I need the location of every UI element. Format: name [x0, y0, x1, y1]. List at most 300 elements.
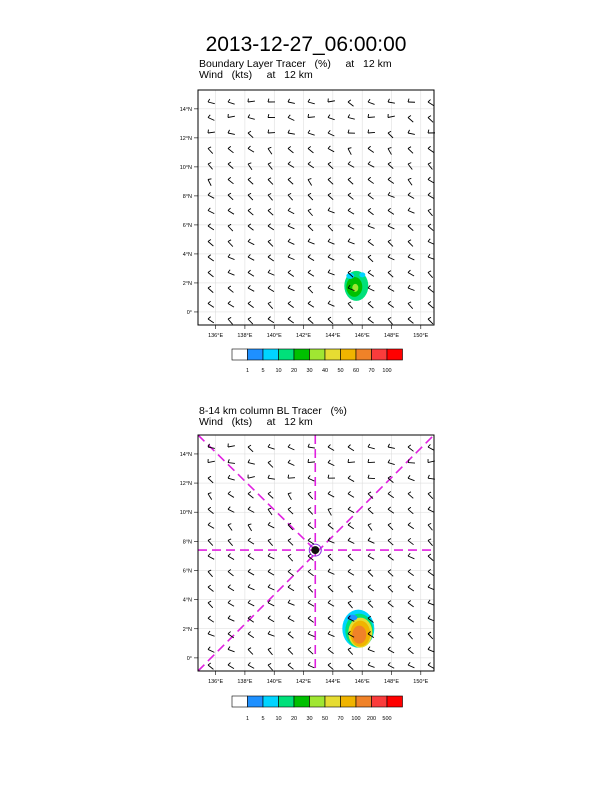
wind-barb-shaft	[428, 180, 434, 184]
wind-barb-flag	[408, 601, 411, 603]
wind-barb-flag	[208, 539, 211, 541]
wind-barb-flag	[268, 286, 271, 288]
wind-barb-shaft	[348, 572, 354, 576]
wind-barb-flag	[428, 302, 431, 304]
wind-barb-shaft	[368, 319, 374, 323]
wind-barb-flag	[308, 317, 311, 319]
wind-barb-flag	[368, 475, 369, 478]
wind-barb	[388, 539, 393, 546]
wind-barb	[368, 301, 373, 308]
wind-barb-shaft	[248, 463, 255, 465]
wind-barb-flag	[208, 301, 211, 303]
wind-barb-flag	[408, 116, 411, 118]
wind-barb-shaft	[308, 133, 315, 135]
wind-barb-flag	[228, 663, 231, 665]
wind-barb-shaft	[408, 572, 414, 576]
wind-barb-flag	[248, 317, 251, 319]
wind-barb-flag	[348, 538, 350, 541]
wind-barb	[328, 146, 334, 152]
wind-barb	[308, 270, 314, 276]
wind-barb-shaft	[308, 572, 314, 576]
wind-barb-shaft	[268, 634, 275, 636]
wind-barb-shaft	[308, 525, 314, 529]
wind-barb	[408, 163, 412, 170]
colorbar	[232, 349, 403, 374]
wind-barb-shaft	[428, 195, 434, 199]
wind-barb	[408, 302, 413, 309]
wind-barb	[228, 539, 233, 546]
wind-barb-shaft	[288, 149, 293, 153]
colorbar-label: 5	[261, 368, 265, 374]
wind-barb-shaft	[228, 242, 233, 247]
wind-barb	[428, 663, 434, 669]
wind-barb-flag	[288, 616, 290, 619]
wind-barb-shaft	[408, 494, 413, 499]
wind-barb-shaft	[288, 665, 294, 669]
wind-barb-flag	[208, 179, 211, 180]
wind-barb-shaft	[308, 478, 314, 481]
wind-barb-shaft	[388, 211, 394, 215]
wind-barb	[308, 193, 313, 200]
wind-barb-flag	[428, 523, 431, 524]
wind-barb-shaft	[368, 242, 374, 246]
lat-tick-label: 8°N	[182, 539, 192, 546]
wind-barb	[428, 302, 433, 309]
wind-barb-flag	[348, 302, 351, 304]
wind-barb	[348, 223, 354, 229]
wind-barb-flag	[248, 270, 251, 272]
wind-barb	[288, 317, 294, 323]
wind-barb-flag	[328, 647, 331, 649]
wind-barb-shaft	[208, 572, 213, 577]
wind-barb-shaft	[348, 603, 353, 608]
wind-barb-shaft	[288, 634, 293, 638]
wind-barb-flag	[228, 162, 231, 164]
wind-barb	[208, 663, 213, 669]
wind-barb-flag	[408, 585, 411, 587]
wind-barb-flag	[228, 459, 229, 462]
wind-barb-shaft	[428, 556, 433, 561]
wind-barb-flag	[388, 254, 390, 257]
wind-barb	[428, 239, 434, 245]
wind-barb	[328, 193, 333, 200]
wind-barb-flag	[368, 208, 371, 210]
wind-barb	[208, 99, 215, 104]
wind-barb-shaft	[208, 649, 214, 652]
wind-barb	[288, 554, 293, 561]
wind-barb	[368, 538, 374, 544]
wind-barb-flag	[228, 301, 231, 303]
wind-barb	[428, 146, 434, 152]
wind-barb-flag	[348, 161, 350, 164]
colorbar	[232, 696, 403, 722]
wind-barb	[308, 255, 314, 261]
wind-barb	[208, 286, 213, 293]
wind-barb-shaft	[288, 242, 294, 245]
wind-barb-flag	[288, 493, 291, 494]
wind-barb	[308, 444, 315, 448]
wind-barb-shaft	[408, 587, 414, 591]
wind-barb-shaft	[208, 587, 213, 591]
wind-barb	[208, 522, 214, 528]
wind-barb-shaft	[228, 304, 234, 308]
wind-barb-shaft	[388, 288, 394, 291]
wind-barb	[368, 585, 374, 591]
wind-barb-flag	[328, 193, 331, 195]
lat-tick-label: 10°N	[179, 510, 192, 517]
wind-barb-flag	[208, 522, 210, 524]
wind-barb-shaft	[228, 572, 233, 576]
wind-barb-shaft	[308, 304, 314, 308]
wind-barb	[368, 601, 373, 608]
lon-tick-label: 144°E	[325, 679, 341, 685]
wind-barb-flag	[368, 255, 371, 257]
wind-barb-flag	[348, 586, 351, 588]
wind-barb-flag	[388, 240, 391, 242]
wind-barb	[328, 239, 334, 244]
wind-barb	[208, 130, 215, 133]
wind-barb-shaft	[248, 556, 254, 559]
wind-barb-flag	[308, 193, 311, 195]
wind-barb-shaft	[248, 572, 254, 576]
wind-barb	[208, 539, 213, 546]
lat-tick-label: 12°N	[179, 481, 192, 488]
wind-barb-flag	[288, 475, 289, 478]
wind-barb-flag	[228, 240, 231, 242]
wind-barb-shaft	[408, 242, 413, 247]
wind-barb-flag	[208, 476, 211, 478]
wind-barb-flag	[308, 648, 311, 650]
wind-barb	[408, 208, 414, 213]
wind-barb-shaft	[288, 304, 294, 308]
colorbar-swatch	[248, 696, 264, 707]
wind-barb-flag	[328, 491, 330, 494]
wind-barb-flag	[208, 239, 211, 241]
wind-barb	[308, 616, 314, 622]
wind-barb-flag	[308, 301, 311, 303]
wind-barb	[388, 523, 393, 530]
wind-barb	[368, 662, 375, 667]
wind-barb	[408, 240, 413, 247]
wind-barb-flag	[288, 130, 289, 133]
wind-barb-shaft	[388, 556, 394, 560]
wind-barb-shaft	[428, 273, 433, 278]
colorbar-label: 40	[321, 368, 329, 374]
colorbar-swatch	[310, 696, 326, 707]
wind-barb	[268, 130, 275, 133]
wind-barb-shaft	[248, 649, 253, 654]
wind-barb-shaft	[368, 447, 375, 449]
wind-barb-flag	[328, 130, 330, 133]
wind-barb	[388, 647, 394, 653]
wind-barb	[408, 99, 415, 103]
wind-barb-flag	[408, 208, 410, 211]
wind-barb-flag	[348, 114, 350, 117]
wind-barb-shaft	[228, 509, 234, 512]
wind-barb	[268, 209, 273, 216]
wind-barb	[408, 147, 413, 154]
wind-barb	[348, 538, 354, 544]
colorbar-swatch	[356, 349, 372, 360]
wind-barb	[328, 460, 334, 466]
wind-barb-flag	[288, 254, 290, 257]
wind-barb	[388, 254, 394, 260]
colorbar-label: 1	[245, 716, 250, 722]
wind-barb-flag	[228, 286, 231, 288]
wind-barb-flag	[288, 507, 291, 509]
wind-barb-shaft	[228, 226, 233, 231]
wind-barb	[208, 616, 214, 622]
wind-barb-flag	[348, 523, 351, 525]
wind-barb	[228, 475, 235, 480]
colorbar-swatch	[232, 696, 248, 707]
wind-barb	[288, 507, 293, 514]
wind-barb	[248, 301, 254, 307]
wind-barb-shaft	[208, 665, 213, 669]
wind-barb-flag	[368, 647, 370, 650]
wind-barb-shaft	[308, 117, 315, 118]
wind-barb-shaft	[428, 447, 434, 450]
colorbar-label: 30	[306, 716, 313, 722]
wind-barb-shaft	[228, 665, 234, 669]
wind-barb-shaft	[348, 447, 354, 451]
wind-barb	[348, 161, 354, 167]
wind-barb-flag	[248, 114, 250, 117]
wind-barb-flag	[308, 492, 311, 494]
wind-barb-shaft	[308, 257, 314, 261]
wind-barb-shaft	[228, 149, 233, 153]
lon-tick-label: 148°E	[383, 333, 400, 339]
lat-tick-label: 0°	[186, 655, 192, 662]
wind-barb-shaft	[228, 273, 234, 276]
wind-barb	[328, 208, 335, 213]
wind-barb-shaft	[408, 478, 415, 481]
wind-barb-shaft	[208, 478, 213, 483]
wind-barb-shaft	[268, 447, 275, 449]
wind-barb-shaft	[368, 132, 375, 133]
wind-barb-flag	[308, 255, 311, 257]
wind-barb	[368, 553, 374, 559]
wind-barb	[388, 131, 393, 138]
wind-barb-flag	[328, 224, 331, 226]
wind-barb	[328, 317, 333, 324]
wind-barb-flag	[248, 554, 250, 556]
wind-barb-flag	[228, 632, 231, 634]
colorbar-label: 70	[337, 716, 344, 722]
wind-barb-flag	[308, 662, 310, 665]
wind-barb	[408, 285, 415, 290]
wind-barb-flag	[408, 99, 409, 102]
wind-barb-shaft	[308, 102, 315, 104]
colorbar-swatch	[341, 349, 357, 360]
colorbar-label: 20	[290, 716, 298, 722]
wind-barb-flag	[268, 553, 270, 556]
wind-barb	[368, 317, 374, 323]
wind-barb	[308, 631, 314, 636]
colorbar-swatch	[387, 349, 403, 360]
wind-barb-flag	[248, 600, 250, 603]
panel1-caption-line1: Boundary Layer Tracer (%) at 12 km	[199, 58, 392, 70]
wind-barb	[348, 148, 351, 155]
wind-barb-flag	[428, 539, 431, 541]
wind-barb-flag	[228, 585, 231, 587]
wind-barb-shaft	[368, 649, 375, 651]
wind-barb	[228, 162, 233, 169]
wind-barb-flag	[228, 507, 230, 510]
wind-barb	[348, 459, 355, 462]
wind-barb-flag	[348, 601, 351, 603]
wind-barb	[228, 224, 233, 231]
wind-barb	[368, 255, 373, 262]
colorbar-swatch	[372, 349, 388, 360]
wind-barb-shaft	[428, 494, 433, 499]
wind-barb-shaft	[308, 603, 314, 607]
wind-barb-shaft	[408, 304, 413, 309]
wind-barb	[328, 554, 333, 561]
wind-barb-shaft	[388, 494, 394, 498]
wind-barb	[288, 539, 293, 546]
wind-barb	[228, 177, 234, 183]
wind-barb-shaft	[388, 587, 393, 592]
wind-barb	[248, 475, 255, 478]
wind-barb	[428, 539, 433, 546]
wind-barb-flag	[208, 585, 211, 587]
wind-barb	[288, 239, 294, 245]
wind-barb-flag	[248, 146, 251, 148]
wind-barb-flag	[388, 177, 391, 179]
wind-barb-shaft	[308, 211, 313, 216]
wind-barb	[288, 223, 294, 229]
wind-barb	[348, 114, 355, 119]
wind-barb-shaft	[288, 102, 295, 103]
wind-barb-flag	[388, 192, 390, 195]
wind-barb	[228, 254, 235, 259]
wind-barb-shaft	[208, 102, 215, 104]
wind-barb	[268, 616, 274, 622]
wind-barb-flag	[368, 193, 371, 195]
wind-barb	[248, 254, 254, 260]
wind-barb-flag	[408, 193, 410, 195]
wind-barb-flag	[208, 647, 210, 650]
lon-tick-label: 136°E	[208, 679, 224, 685]
wind-barb-shaft	[328, 118, 335, 120]
wind-barb	[408, 254, 414, 260]
wind-barb	[328, 631, 334, 636]
wind-barb-shaft	[328, 257, 334, 260]
lon-tick-label: 140°E	[266, 679, 282, 685]
wind-barb-shaft	[328, 494, 334, 497]
wind-barb	[288, 632, 293, 638]
wind-barb	[368, 239, 374, 245]
wind-barb-flag	[308, 162, 311, 164]
wind-barb	[408, 445, 414, 451]
wind-barb	[248, 492, 253, 498]
wind-barb-flag	[368, 99, 370, 102]
wind-barb-shaft	[208, 618, 214, 622]
lon-tick-label: 146°E	[354, 333, 370, 339]
colorbar-swatch	[310, 349, 326, 360]
colorbar-swatch	[372, 696, 388, 707]
wind-barb	[348, 302, 353, 309]
wind-barb-shaft	[368, 117, 375, 118]
colorbar-swatch	[232, 349, 248, 360]
wind-barb-shaft	[368, 525, 372, 531]
wind-barb-flag	[388, 491, 391, 493]
wind-barb-shaft	[228, 494, 234, 498]
wind-barb	[248, 239, 254, 245]
colorbar-label: 200	[366, 716, 377, 722]
wind-barb-shaft	[248, 603, 254, 606]
wind-barb	[248, 317, 253, 324]
wind-barb-shaft	[228, 446, 235, 447]
wind-barb-flag	[308, 146, 311, 148]
wind-barb-flag	[428, 632, 431, 634]
wind-barb-flag	[408, 538, 411, 540]
wind-barb	[308, 209, 313, 216]
wind-barb	[208, 115, 214, 121]
wind-barb-shaft	[388, 572, 393, 577]
wind-barb	[248, 445, 253, 452]
wind-barb	[268, 302, 273, 309]
wind-barb-flag	[308, 239, 310, 242]
wind-barb-shaft	[208, 319, 214, 323]
wind-barb	[308, 492, 313, 499]
wind-barb	[428, 317, 433, 324]
wind-barb-flag	[348, 554, 351, 556]
wind-barb-flag	[288, 223, 290, 226]
wind-barb-shaft	[288, 133, 295, 134]
wind-barb-shaft	[248, 149, 254, 153]
wind-barb	[388, 318, 393, 325]
panel2-caption-line1: 8-14 km column BL Tracer (%)	[199, 405, 347, 417]
wind-barb-flag	[248, 648, 251, 650]
wind-barb	[288, 475, 295, 478]
wind-barb-flag	[288, 208, 290, 211]
wind-barb	[228, 663, 234, 669]
wind-barb-shaft	[388, 102, 395, 103]
wind-barb	[268, 178, 273, 185]
wind-barb	[368, 146, 374, 152]
wind-barb	[328, 569, 334, 575]
wind-barb-flag	[388, 444, 390, 447]
wind-barb-flag	[288, 115, 290, 118]
wind-barb-shaft	[408, 257, 414, 260]
wind-barb	[348, 193, 353, 199]
wind-barb-flag	[408, 616, 411, 618]
wind-barb-flag	[288, 285, 290, 288]
wind-barb-flag	[288, 632, 291, 634]
wind-barb-flag	[268, 492, 271, 494]
colorbar-swatch	[387, 696, 403, 707]
wind-barb-flag	[248, 301, 251, 303]
wind-barb	[348, 523, 354, 529]
wind-barb-shaft	[208, 304, 214, 308]
wind-barb-flag	[328, 115, 330, 118]
wind-barb	[228, 317, 233, 324]
wind-barb-flag	[328, 600, 330, 602]
colorbar-label: 5	[261, 716, 265, 722]
wind-barb-flag	[228, 616, 230, 619]
wind-barb-shaft	[288, 572, 294, 576]
wind-barb	[208, 585, 213, 591]
wind-barb-shaft	[308, 273, 314, 277]
wind-barb-shaft	[388, 665, 394, 668]
wind-barb	[288, 444, 294, 450]
wind-barb	[208, 631, 215, 636]
wind-barb-shaft	[328, 587, 333, 592]
wind-barb-flag	[208, 115, 210, 118]
wind-barb	[208, 317, 214, 323]
